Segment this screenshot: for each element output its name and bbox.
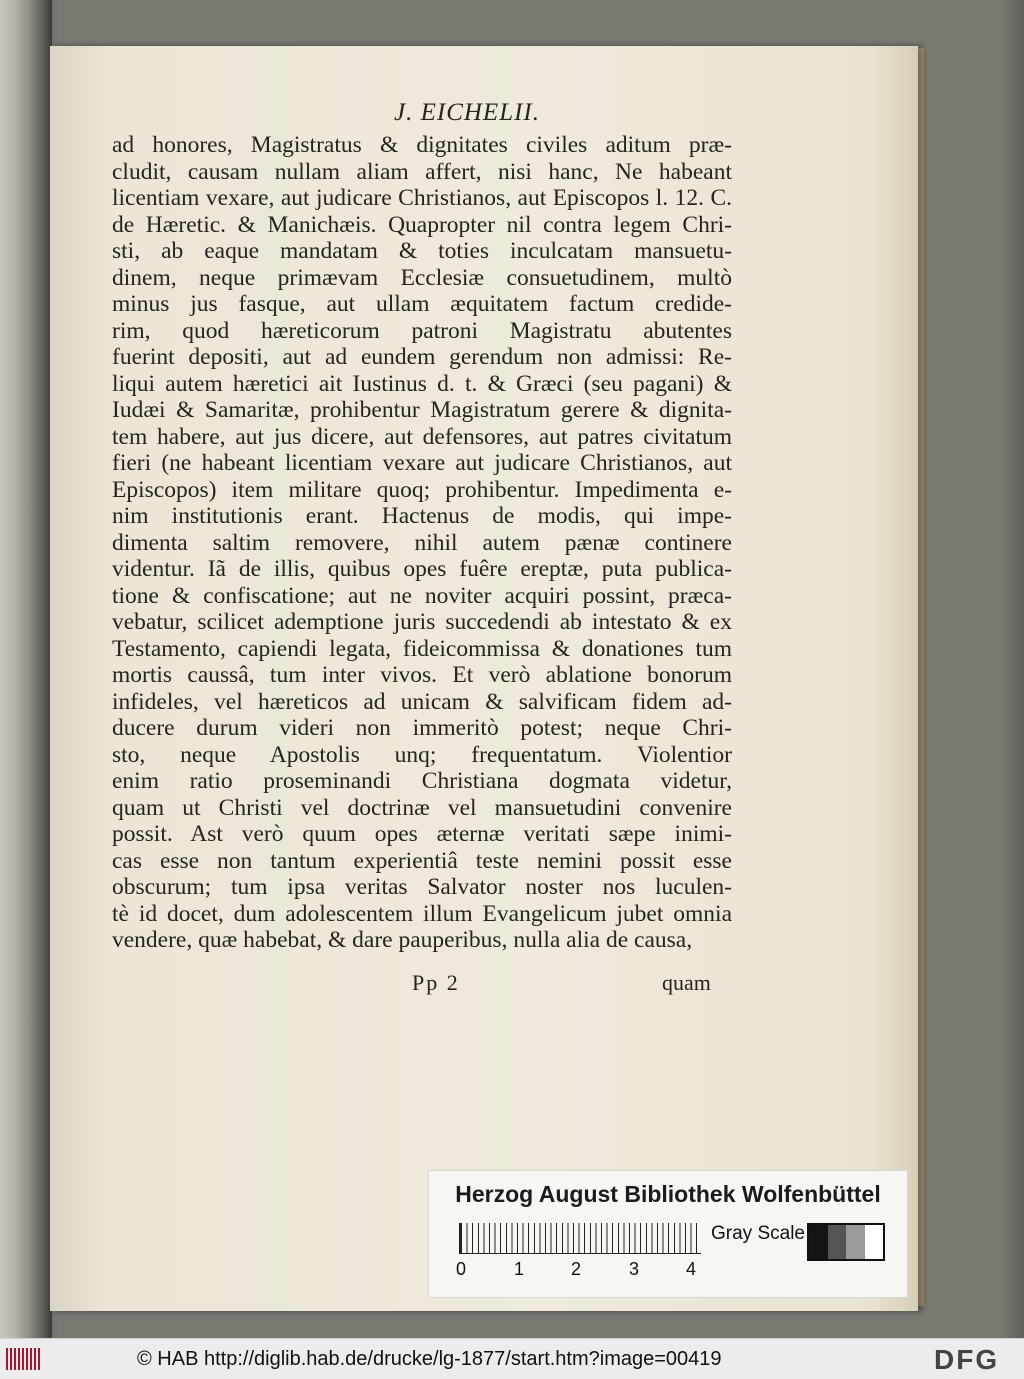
dfg-logo: DFG: [934, 1344, 1000, 1375]
signature-mark: Pp 2: [412, 970, 460, 995]
text-line: tem habere, aut jus dicere, aut defensores, aut patres civitatum: [112, 423, 732, 450]
text-line: mortis caussâ, tum inter vivos. Et verò ablatione bonorum: [112, 662, 732, 688]
ruler-label-0: 0: [456, 1259, 467, 1279]
gray-scale-label: Gray Scale: [711, 1223, 805, 1244]
text-line: dinem, neque primævam Ecclesiæ consuetudinem, multò: [112, 264, 732, 291]
gray-scale-swatches: [807, 1223, 885, 1261]
ruler-label-1: 1: [514, 1259, 525, 1279]
text-line: Episcopos) item militare quoq; prohibentur. Impedimenta e-: [112, 476, 732, 503]
ruler-label-2: 2: [571, 1259, 582, 1279]
text-line: vendere, quæ habebat, & dare pauperibus, nulla alia de causa,: [112, 927, 693, 953]
text-line: videntur. Iã de illis, quibus opes fuêre ereptæ, puta publica-: [112, 556, 732, 582]
hab-logo-icon: [6, 1348, 42, 1370]
text-line: quam ut Christi vel doctrinæ vel mansuetudini convenire: [112, 794, 732, 821]
catchword: quam: [662, 970, 711, 995]
text-line: cas esse non tantum experientiâ teste nemini possit esse: [112, 847, 732, 874]
text-line: infideles, vel hæreticos ad unicam & salvificam fidem ad-: [112, 688, 732, 715]
text-line: ducere durum videri non immeritò potest; neque Chri-: [112, 715, 732, 741]
left-page-fold: [0, 0, 52, 1338]
text-line: sto, neque Apostolis unq; frequentatum. Violentior: [112, 741, 732, 768]
ruler-label-4: 4: [686, 1259, 697, 1279]
text-line: minus jus fasque, aut ullam æquitatem factum credide-: [112, 291, 732, 317]
text-line: fuerint depositi, aut ad eundem gerendum non admissi: Re-: [112, 344, 732, 370]
copyright-url[interactable]: © HAB http://diglib.hab.de/drucke/lg-1877/start.htm?image=00419: [137, 1348, 722, 1370]
text-line: cludit, causam nullam aliam affert, nisi hanc, Ne habeant: [112, 158, 732, 185]
text-line: tè id docet, dum adolescentem illum Evangelicum jubet omnia: [112, 900, 732, 927]
text-line: tione & confiscatione; aut ne noviter acquiri possint, præca-: [112, 582, 732, 609]
text-line: liqui autem hæretici ait Iustinus d. t. & Græci (seu pagani) &: [112, 370, 732, 397]
text-line: de Hæretic. & Manichæis. Quapropter nil contra legem Chri-: [112, 211, 732, 238]
text-line: nim institutionis erant. Hactenus de modis, qui impe-: [112, 503, 732, 529]
text-line: Testamento, capiendi legata, fideicommissa & donationes tum: [112, 635, 732, 662]
text-line: rim, quod hæreticorum patroni Magistratu abutentes: [112, 317, 732, 344]
running-header: J. EICHELII.: [394, 99, 540, 126]
text-lines: [112, 132, 732, 954]
page-text: [112, 100, 732, 954]
scale-ruler: [459, 1223, 701, 1254]
library-name: Herzog August Bibliothek Wolfenbüttel: [455, 1181, 881, 1207]
text-line: vebatur, scilicet ademptione juris succedendi ab intestato & ex: [112, 609, 732, 635]
text-line: licentiam vexare, aut judicare Christianos, aut Episcopos l. 12. C.: [112, 185, 732, 211]
library-color-card: [428, 1170, 908, 1298]
viewer-footer-bar: [0, 1338, 1024, 1379]
text-line: Iudæi & Samaritæ, prohibentur Magistratum gerere & dignita-: [112, 397, 732, 423]
text-line: ad honores, Magistratus & dignitates civiles aditum præ-: [112, 132, 732, 158]
text-line: fieri (ne habeant licentiam vexare aut judicare Christianos, aut: [112, 450, 732, 476]
text-line: possit. Ast verò quum opes æternæ veritati sæpe inimi-: [112, 821, 732, 847]
text-line: obscurum; tum ipsa veritas Salvator noster nos luculen-: [112, 874, 732, 900]
text-line: sti, ab eaque mandatam & toties inculcatam mansuetu-: [112, 238, 732, 264]
text-line: enim ratio proseminandi Christiana dogmata videtur,: [112, 768, 732, 794]
ruler-label-3: 3: [629, 1259, 640, 1279]
text-line: dimenta saltim removere, nihil autem pænæ continere: [112, 529, 732, 556]
